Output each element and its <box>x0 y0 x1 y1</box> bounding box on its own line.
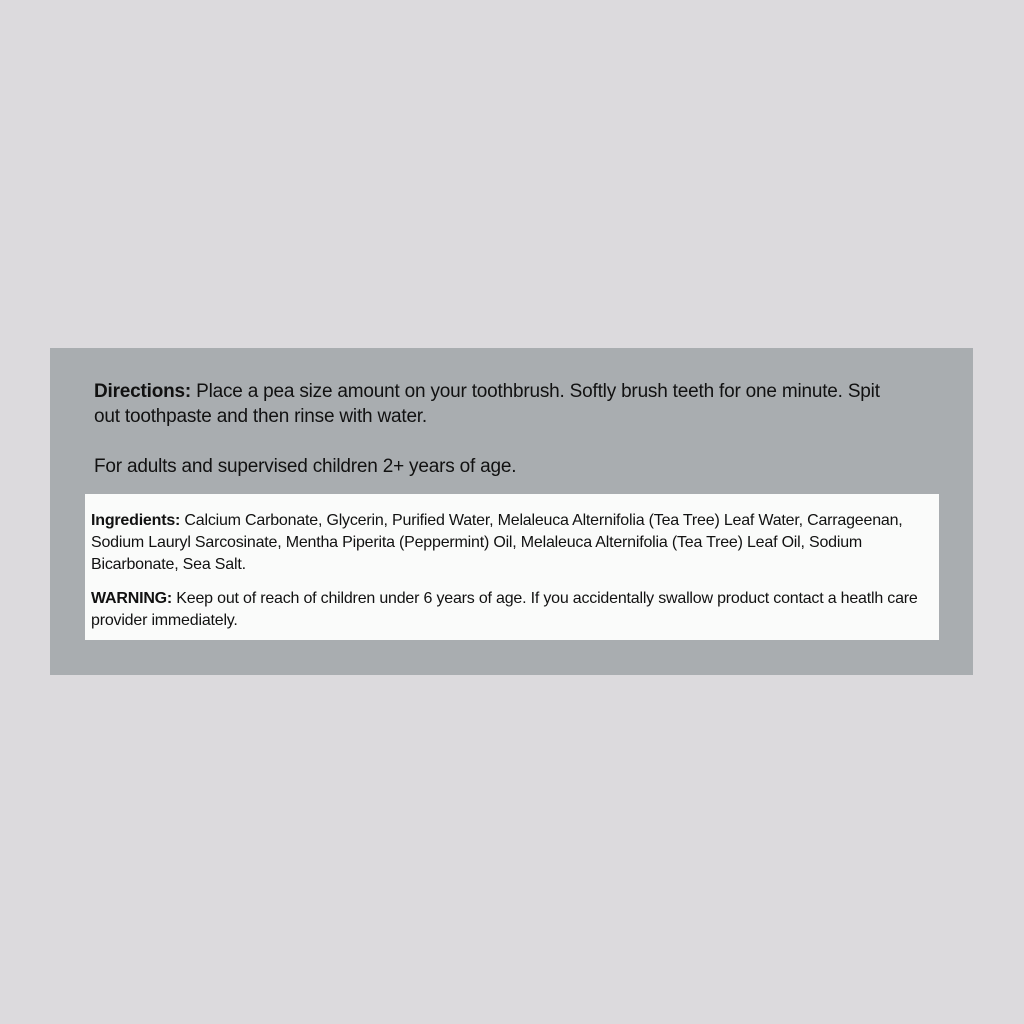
warning-label: WARNING: <box>91 590 173 607</box>
warning-text: Keep out of reach of children under 6 years of age. If you accidentally swallow product contact a heatlh care provider immediately. <box>91 590 918 629</box>
directions-text: Place a pea size amount on your toothbrush. Softly brush teeth for one minute. Spit out toothpaste and then rinse with water. <box>94 381 880 427</box>
age-note: For adults and supervised children 2+ years of age. <box>94 456 517 477</box>
directions-section <box>94 379 894 479</box>
ingredients-label: Ingredients: <box>91 512 181 529</box>
label-panel <box>50 348 973 675</box>
warning-paragraph <box>91 588 933 632</box>
ingredients-box <box>85 494 939 640</box>
ingredients-text: Calcium Carbonate, Glycerin, Purified Water, Melaleuca Alternifolia (Tea Tree) Leaf Water, Carrageenan, Sodium Lauryl Sarcosinate, Mentha Piperita (Peppermint) Oil, Melaleuca Alternifolia (Tea Tree) Leaf Oil, Sodium Bicarbonate, Sea Salt. <box>91 512 903 573</box>
ingredients-paragraph <box>91 510 933 576</box>
directions-paragraph <box>94 379 894 429</box>
directions-label: Directions: <box>94 381 192 402</box>
